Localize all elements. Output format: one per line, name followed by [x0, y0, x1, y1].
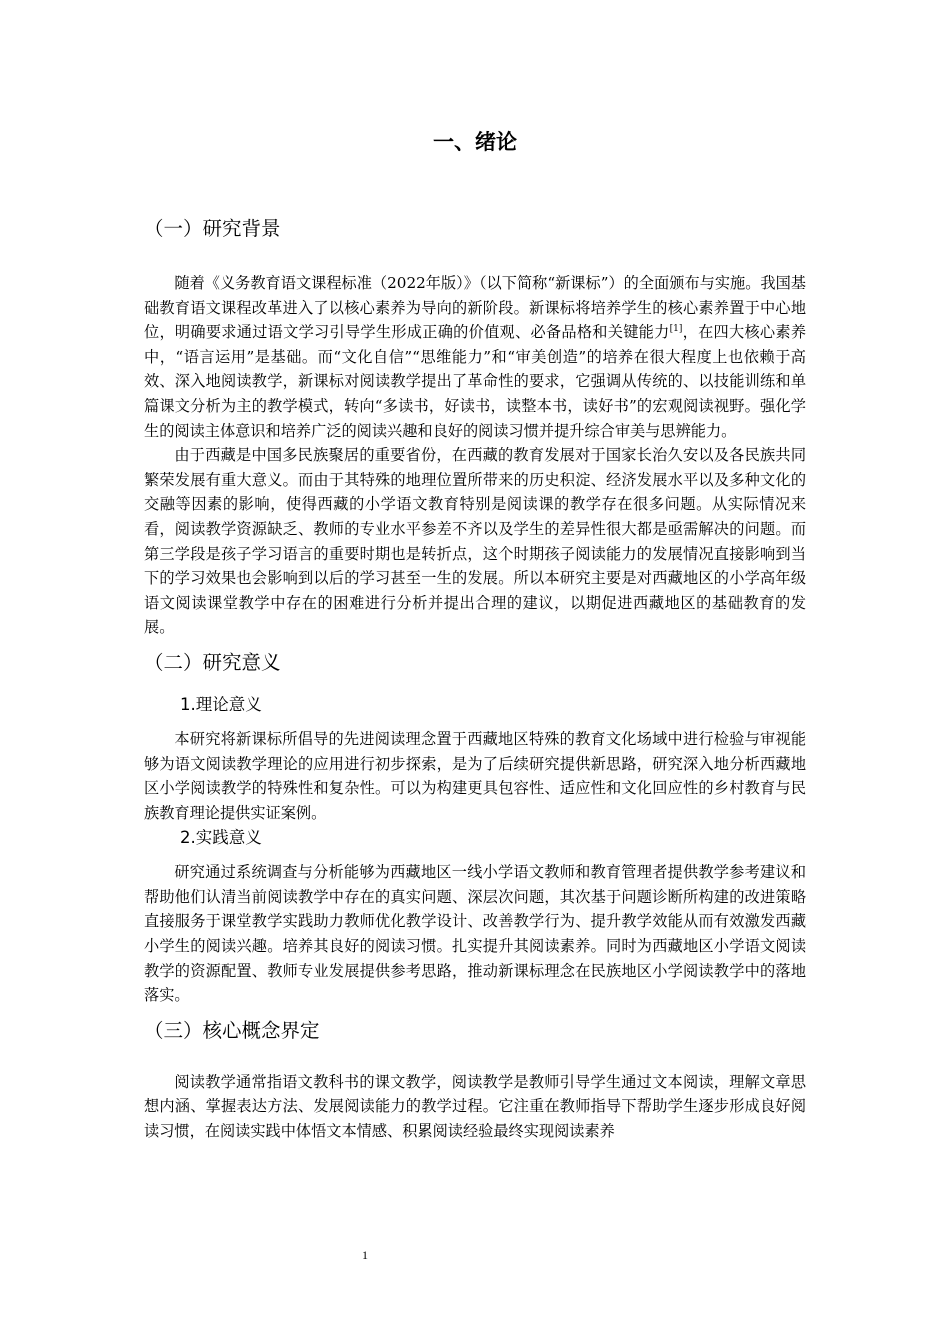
background-paragraph-1-text-b: ，在四大核心素养中，“语言运用”是基础。而“文化自信”“思维能力”和“审美创造”的培养在很大程度上也依赖于高效、深入地阅读教学，新课标对阅读教学提出了革命性的要求，它强调从传统的、以技能训练和单篇课文分析为主的教学模式，转向“多读书，好读书，读整本书，读好书”的宏观阅读视野。强化学生的阅读主体意识和培养广泛的阅读兴趣和良好的阅读习惯并提升综合审美与思辨能力。	[144, 323, 807, 440]
subsection-title-practice: 2.实践意义	[180, 828, 262, 848]
page-number: 1	[362, 1248, 368, 1262]
section-title-concepts: （三）核心概念界定	[144, 1018, 320, 1042]
chapter-title: 一、绪论	[433, 130, 517, 154]
citation-ref: [1]	[669, 324, 683, 335]
background-paragraph-2: 由于西藏是中国多民族聚居的重要省份，在西藏的教育发展对于国家长治久安以及各民族共同繁荣发展有重大意义。而由于其特殊的地理位置所带来的历史积淀、经济发展水平以及多种文化的交融等因素的影响，使得西藏的小学语文教育特别是阅读课的教学存在很多问题。从实际情况来看，阅读教学资源缺乏、教师的专业水平参差不齐以及学生的差异性很大都是亟需解决的问题。而第三学段是孩子学习语言的重要时期也是转折点，这个时期孩子阅读能力的发展情况直接影响到当下的学习效果也会影响到以后的学习甚至一生的发展。所以本研究主要是对西藏地区的小学高年级语文阅读课堂教学中存在的困难进行分析并提出合理的建议，以期促进西藏地区的基础教育的发展。	[144, 446, 806, 637]
subsection-title-theory: 1.理论意义	[180, 694, 262, 714]
practice-paragraph: 研究通过系统调查与分析能够为西藏地区一线小学语文教师和教育管理者提供教学参考建议和帮助他们认清当前阅读教学中存在的真实问题、深层次问题，其次基于问题诊断所构建的改进策略直接服务于课堂教学实践助力教师优化教学设计、改善教学行为、提升教学效能从而有效激发西藏小学生的阅读兴趣。培养其良好的阅读习惯。扎实提升其阅读素养。同时为西藏地区小学语文阅读教学的资源配置、教师专业发展提供参考思路，推动新课标理念在民族地区小学阅读教学中的落地落实。	[144, 863, 806, 1005]
page-content	[144, 126, 806, 1144]
background-paragraph-1	[144, 271, 806, 443]
section-title-background: （一）研究背景	[144, 217, 281, 240]
theory-paragraph: 本研究将新课标所倡导的先进阅读理念置于西藏地区特殊的教育文化场域中进行检验与审视能够为语文阅读教学理论的应用进行初步探索，是为了后续研究提供新思路，研究深入地分析西藏地区小学阅读教学的特殊性和复杂性。可以为构建更具包容性、适应性和文化回应性的乡村教育与民族教育理论提供实证案例。	[144, 729, 806, 822]
section-title-significance: （二）研究意义	[144, 650, 281, 674]
concepts-paragraph-1: 阅读教学通常指语文教科书的课文教学，阅读教学是教师引导学生通过文本阅读，理解文章思想内涵、掌握表达方法、发展阅读能力的教学过程。它注重在教师指导下帮助学生逐步形成良好阅读习惯，在阅读实践中体悟文本情感、积累阅读经验最终实现阅读素养	[144, 1072, 806, 1141]
background-paragraph-1-text-a: 随着《义务教育语文课程标准（2022年版）》（以下简称“新课标”）的全面颁布与实施。我国基础教育语文课程改革进入了以核心素养为导向的新阶段。新课标将培养学生的核心素养置于中心地位，明确要求通过语文学习引导学生形成正确的价值观、必备品格和关键能力	[144, 274, 806, 342]
